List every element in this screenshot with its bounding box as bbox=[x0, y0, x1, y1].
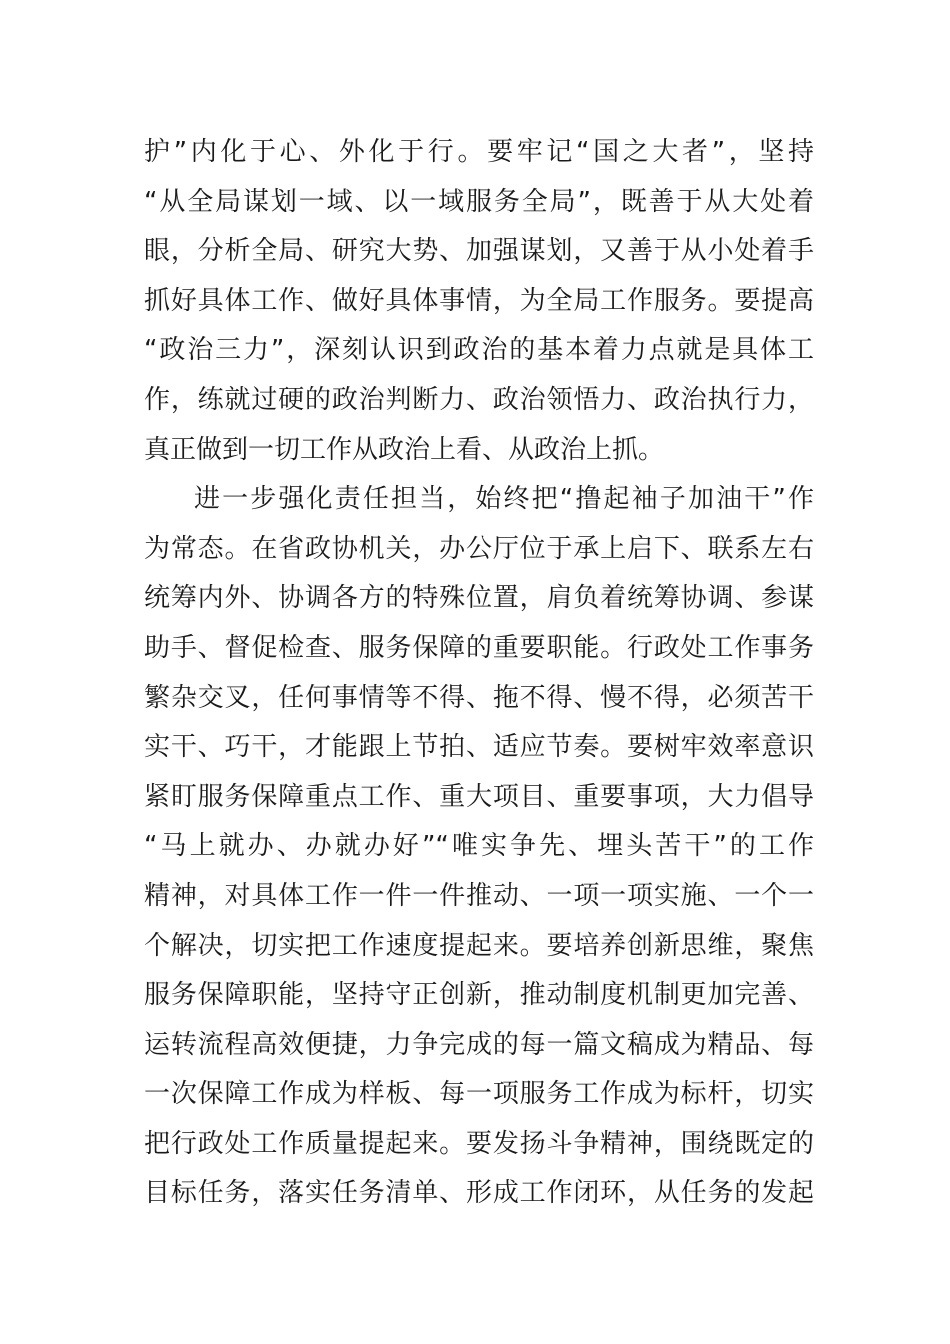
text-line: 助手、督促检查、服务保障的重要职能。行政处工作事务 bbox=[144, 632, 814, 663]
text-line: 运转流程高效便捷，力争完成的每一篇文稿成为精品、每 bbox=[144, 1029, 814, 1060]
text-line: 为常态。在省政协机关，办公厅位于承上启下、联系左右 bbox=[144, 533, 814, 564]
text-line: 个解决，切实把工作速度提起来。要培养创新思维，聚焦 bbox=[144, 930, 814, 961]
text-line: 繁杂交叉，任何事情等不得、拖不得、慢不得，必须苦干 bbox=[144, 682, 814, 713]
text-line: 把行政处工作质量提起来。要发扬斗争精神，围绕既定的 bbox=[144, 1128, 814, 1159]
text-line: 紧盯服务保障重点工作、重大项目、重要事项，大力倡导 bbox=[144, 781, 814, 812]
text-line: “马上就办、办就办好”“唯实争先、埋头苦干”的工作 bbox=[144, 831, 814, 862]
text-line: 实干、巧干，才能跟上节拍、适应节奏。要树牢效率意识 bbox=[144, 732, 814, 763]
text-line: 进一步强化责任担当，始终把“撸起袖子加油干”作 bbox=[194, 484, 814, 515]
paragraph-2 bbox=[144, 475, 814, 1219]
text-line: 真正做到一切工作从政治上看、从政治上抓。 bbox=[144, 434, 665, 465]
text-line: 服务保障职能，坚持守正创新，推动制度机制更加完善、 bbox=[144, 980, 814, 1011]
text-line: 一次保障工作成为样板、每一项服务工作成为标杆，切实 bbox=[144, 1079, 814, 1110]
text-line: 精神，对具体工作一件一件推动、一项一项实施、一个一 bbox=[144, 880, 814, 911]
text-line: 目标任务，落实任务清单、形成工作闭环，从任务的发起 bbox=[144, 1178, 814, 1209]
text-line: “从全局谋划一域、以一域服务全局”，既善于从大处着 bbox=[144, 186, 814, 217]
document-body bbox=[144, 128, 814, 1219]
paragraph-1 bbox=[144, 128, 814, 475]
text-line: 护”内化于心、外化于行。要牢记“国之大者”，坚持 bbox=[144, 137, 814, 167]
text-line: 眼，分析全局、研究大势、加强谋划，又善于从小处着手 bbox=[144, 236, 814, 267]
text-line: “政治三力”，深刻认识到政治的基本着力点就是具体工 bbox=[144, 335, 814, 366]
text-line: 作，练就过硬的政治判断力、政治领悟力、政治执行力， bbox=[144, 384, 814, 415]
text-line: 统筹内外、协调各方的特殊位置，肩负着统筹协调、参谋 bbox=[144, 583, 814, 614]
text-line: 抓好具体工作、做好具体事情，为全局工作服务。要提高 bbox=[144, 285, 814, 316]
